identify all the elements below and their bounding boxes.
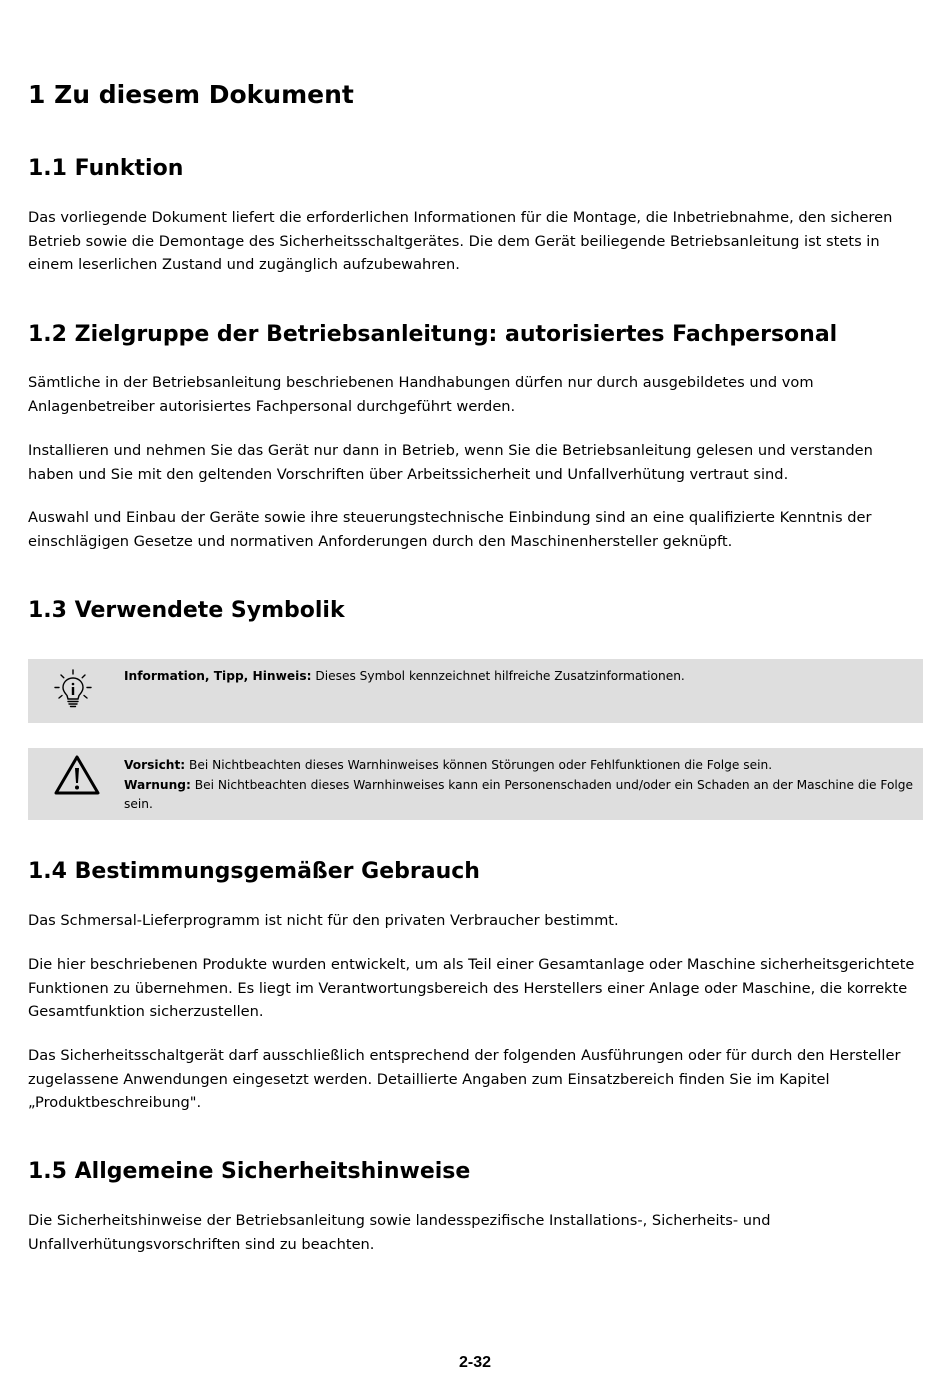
paragraph-1-2-a: Sämtliche in der Betriebsanleitung beschriebenen Handhabungen dürfen nur durch ausgebildetes und vom Anlagenbetreiber autorisiertes Fachpersonal durchgeführt werden. [28,374,814,415]
page-number: 2-32 [458,1354,492,1371]
warning-line [124,776,915,815]
section-title-1-4: 1.4 Bestimmungsgemäßer Gebrauch [28,859,480,884]
paragraph-1-4-b: Die hier beschriebenen Produkte wurden entwickelt, um als Teil einer Gesamtanlage oder Maschine sicherheitsgerichtete Funktionen zu übernehmen. Es liegt im Verantwortungsbereich des Herstellers einer Anlage oder Maschine, die korrekte Gesamtfunktion sicherzustellen. [28,956,915,1020]
section-title-1-2: 1.2 Zielgruppe der Betriebsanleitung: autorisiertes Fachpersonal [28,322,838,347]
paragraph-1-4-c: Das Sicherheitsschaltgerät darf ausschließlich entsprechend der folgenden Ausführungen oder für durch den Hersteller zugelassene Anwendungen eingesetzt werden. Detaillierte Angaben zum Einsatzbereich finden Sie im Kapitel „Produktbeschreibung". [28,1047,901,1111]
section-title-1-3: 1.3 Verwendete Symbolik [28,598,345,623]
paragraph-1-4-a: Das Schmersal-Lieferprogramm ist nicht für den privaten Verbraucher bestimmt. [28,912,619,929]
warning-text [124,756,915,815]
paragraph-1-2-b: Installieren und nehmen Sie das Gerät nur dann in Betrieb, wenn Sie die Betriebsanleitung gelesen und verstanden haben und Sie mit den geltenden Vorschriften über Arbeitssicherheit und Unfallverhütung vertraut sind. [28,442,873,483]
warning-description: Bei Nichtbeachten dieses Warnhinweises kann ein Personenschaden und/oder ein Schaden an der Maschine die Folge sein. [124,777,914,811]
caution-line [124,756,915,776]
warning-triangle-icon [53,754,101,800]
info-label: Information, Tipp, Hinweis: [124,669,312,683]
section-title-1: 1 Zu diesem Dokument [28,80,354,109]
paragraph-1-5-a: Die Sicherheitshinweise der Betriebsanleitung sowie landesspezifische Installations-, Sicherheits- und Unfallverhütungsvorschriften sind zu beachten. [28,1212,771,1253]
section-title-1-5: 1.5 Allgemeine Sicherheitshinweise [28,1159,471,1184]
warning-label: Warnung: [124,777,191,792]
caution-label: Vorsicht: [124,758,186,772]
warning-box [28,748,923,820]
info-box [28,659,923,723]
info-description: Dieses Symbol kennzeichnet hilfreiche Zusatzinformationen. [311,669,685,683]
info-text [124,667,915,687]
section-title-1-1: 1.1 Funktion [28,156,184,181]
paragraph-1-1-a: Das vorliegende Dokument liefert die erforderlichen Informationen für die Montage, die Inbetriebnahme, den sicheren Betrieb sowie die Demontage des Sicherheitsschaltgerätes. Die dem Gerät beiliegende Betriebsanleitung ist stets in einem leserlichen Zustand und zugänglich aufzubewahren. [28,209,893,273]
caution-description: Bei Nichtbeachten dieses Warnhinweises können Störungen oder Fehlfunktionen die Folge sein. [185,758,773,772]
lightbulb-icon [54,669,92,713]
paragraph-1-2-c: Auswahl und Einbau der Geräte sowie ihre steuerungstechnische Einbindung sind an eine qualifizierte Kenntnis der einschlägigen Gesetze und normativen Anforderungen durch den Maschinenhersteller geknüpft. [28,509,872,550]
